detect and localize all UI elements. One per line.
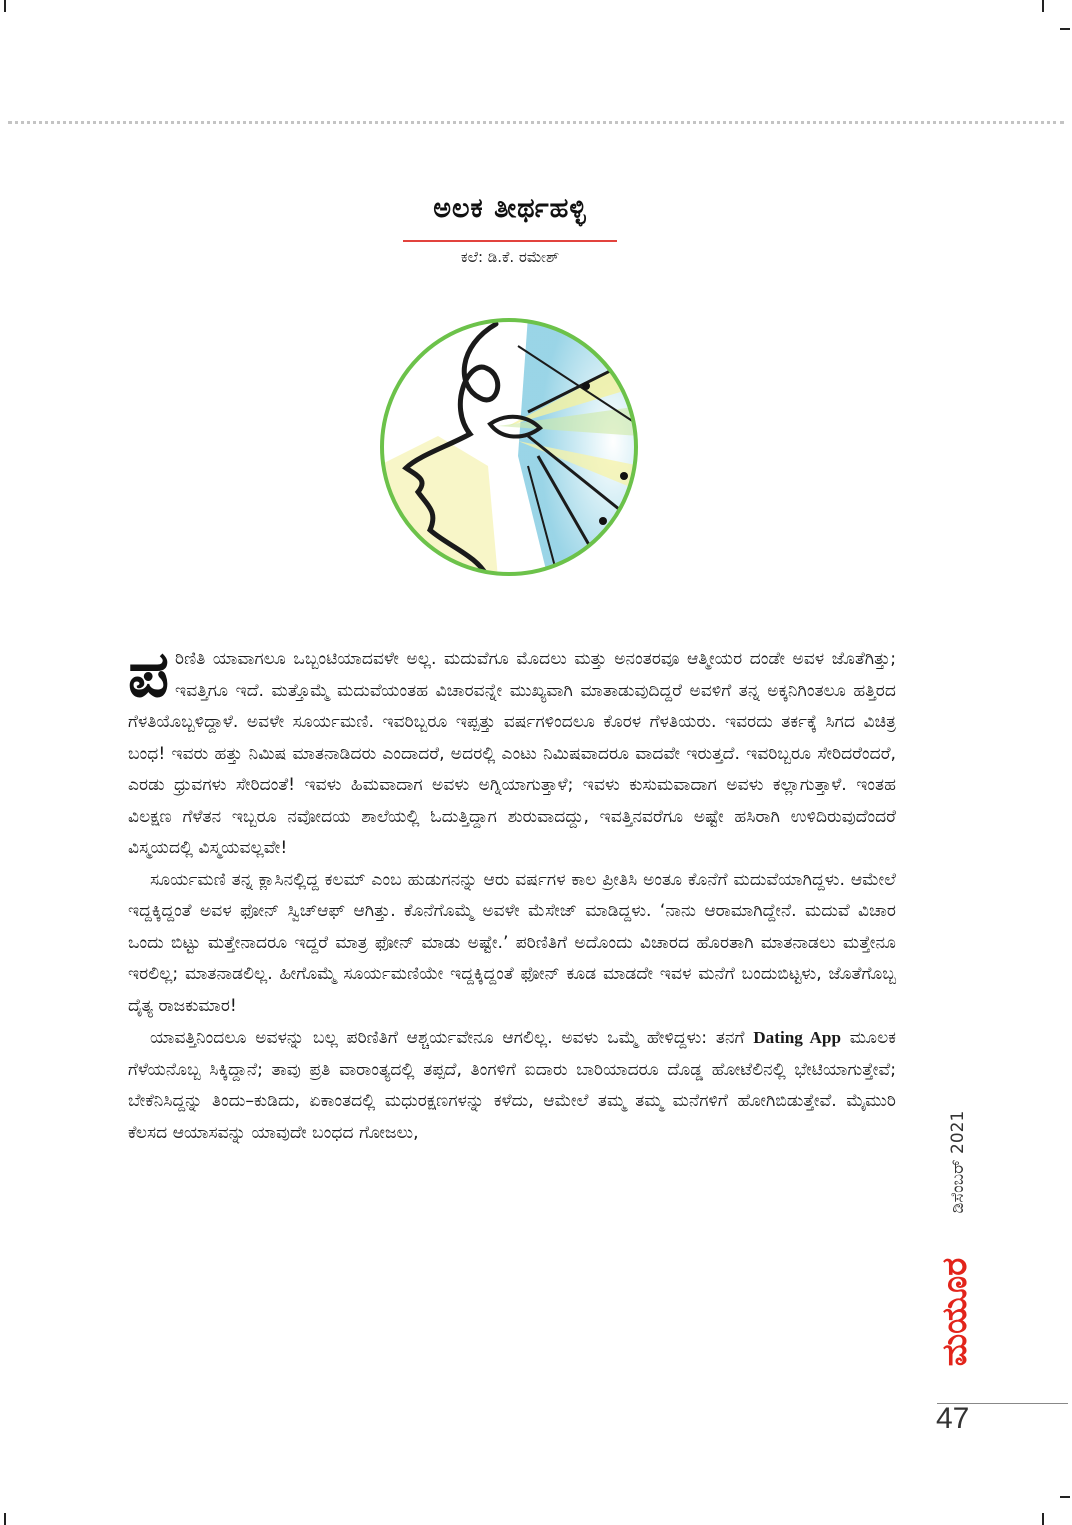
crop-mark-bottom-right [1042,1513,1044,1525]
crop-mark-right-lower [1060,1496,1070,1498]
author-underline [403,240,617,242]
crop-mark-bottom-left [4,1513,6,1525]
article-body [128,638,896,1149]
crop-mark-right-upper [1060,28,1070,30]
crop-mark-top-right [1042,0,1044,12]
magazine-logo: ಮಯೂರ [935,1257,975,1367]
dating-app-term: Dating App [753,1028,842,1047]
header-dotted-rule [8,121,1064,124]
crop-mark-top-left [4,0,6,12]
page-number: 47 [936,1402,970,1435]
paragraph-1-text: ರಿಣಿತಿ ಯಾವಾಗಲೂ ಒಬ್ಬಂಟಿಯಾದವಳೇ ಅಲ್ಲ. ಮದುವೆಗೂ ಮೊದಲು ಮತ್ತು ಅನಂತರವೂ ಆತ್ಮೀಯರ ದಂಡೇ ಅವಳ ಜೊತೆಗಿತ್ತು; ಇವತ್ತಿಗೂ ಇದೆ. ಮತ್ತೊಮ್ಮೆ ಮದುವೆಯಂತಹ ವಿಚಾರವನ್ನೇ ಮುಖ್ಯವಾಗಿ ಮಾತಾಡುವುದಿದ್ದರೆ ಅವಳಿಗೆ ತನ್ನ ಅಕ್ಕನಿಗಿಂತಲೂ ಹತ್ತಿರದ ಗೆಳತಿಯೊಬ್ಬಳಿದ್ದಾಳೆ. ಅವಳೇ ಸೂರ್ಯಮಣಿ. ಇವರಿಬ್ಬರೂ ಇಪ್ಪತ್ತು ವರ್ಷಗಳಿಂದಲೂ ಕೊರಳ ಗೆಳತಿಯರು. ಇವರದು ತರ್ಕಕ್ಕೆ ಸಿಗದ ವಿಚಿತ್ರ ಬಂಧ! ಇವರು ಹತ್ತು ನಿಮಿಷ ಮಾತನಾಡಿದರು ಎಂದಾದರೆ, ಅದರಲ್ಲಿ ಎಂಟು ನಿಮಿಷವಾದರೂ ವಾದವೇ ಇರುತ್ತದೆ. ಇವರಿಬ್ಬರೂ ಸೇರಿದರೆಂದರೆ, ಎರಡು ಧ್ರುವಗಳು ಸೇರಿದಂತೆ! ಇವಳು ಹಿಮವಾದಾಗ ಅವಳು ಅಗ್ನಿಯಾಗುತ್ತಾಳೆ; ಇವಳು ಕುಸುಮವಾದಾಗ ಅವಳು ಕಲ್ಲಾಗುತ್ತಾಳೆ. ಇಂತಹ ವಿಲಕ್ಷಣ ಗೆಳೆತನ ಇಬ್ಬರೂ ನವೋದಯ ಶಾಲೆಯಲ್ಲಿ ಓದುತ್ತಿದ್ದಾಗ ಶುರುವಾದದ್ದು, ಇವತ್ತಿನವರೆಗೂ ಅಷ್ಟೇ ಹಸಿರಾಗಿ ಉಳಿದಿರುವುದೆಂದರೆ ವಿಸ್ಮಯದಲ್ಲಿ ವಿಸ್ಮಯವಲ್ಲವೇ! [128,649,896,858]
issue-date: ಡಿಸೆಂಬರ್ 2021 [948,1110,968,1214]
author-name: ಅಲಕ ತೀರ್ಥಹಳ್ಳಿ [433,193,587,224]
drop-cap: ಪ [128,638,170,712]
paragraph-3-end: ಮೂಲಕ ಗೆಳೆಯನೊಬ್ಬ ಸಿಕ್ಕಿದ್ದಾನೆ; ತಾವು ಪ್ರತಿ ವಾರಾಂತ್ಯದಲ್ಲಿ ತಪ್ಪದೆ, ತಿಂಗಳಿಗೆ ಐದಾರು ಬಾರಿಯಾದರೂ ದೊಡ್ಡ ಹೋಟೆಲಿನಲ್ಲಿ ಭೇಟಿಯಾಗುತ್ತೇವೆ; ಬೇಕೆನಿಸಿದ್ದನ್ನು ತಿಂದು–ಕುಡಿದು, ಏಕಾಂತದಲ್ಲಿ ಮಧುರಕ್ಷಣಗಳನ್ನು ಕಳೆದು, ಆಮೇಲೆ ತಮ್ಮ ತಮ್ಮ ಮನೆಗಳಿಗೆ ಹೋಗಿಬಿಡುತ್ತೇವೆ. ಮೈಮುರಿ ಕೆಲಸದ ಆಯಾಸವನ್ನು ಯಾವುದೇ ಬಂಧದ ಗೋಜಲು, [128,1028,896,1143]
paragraph-2: ಸೂರ್ಯಮಣಿ ತನ್ನ ಕ್ಲಾಸಿನಲ್ಲಿದ್ದ ಕಲಮ್ ಎಂಬ ಹುಡುಗನನ್ನು ಆರು ವರ್ಷಗಳ ಕಾಲ ಪ್ರೀತಿಸಿ ಅಂತೂ ಕೊನೆಗೆ ಮದುವೆಯಾಗಿದ್ದಳು. ಆಮೇಲೆ ಇದ್ದಕ್ಕಿದ್ದಂತೆ ಅವಳ ಫೋನ್ ಸ್ವಿಚ್‌ಆಫ್ ಆಗಿತ್ತು. ಕೊನೆಗೊಮ್ಮೆ ಅವಳೇ ಮೆಸೇಜ್ ಮಾಡಿದ್ದಳು. ‘ನಾನು ಆರಾಮಾಗಿದ್ದೇನೆ. ಮದುವೆ ವಿಚಾರ ಒಂದು ಬಿಟ್ಟು ಮತ್ತೇನಾದರೂ ಇದ್ದರೆ ಮಾತ್ರ ಫೋನ್ ಮಾಡು ಅಷ್ಟೇ.’ ಪರಿಣಿತಿಗೆ ಅದೊಂದು ವಿಚಾರದ ಹೊರತಾಗಿ ಮಾತನಾಡಲು ಮತ್ತೇನೂ ಇರಲಿಲ್ಲ; ಮಾತನಾಡಲಿಲ್ಲ. ಹೀಗೊಮ್ಮೆ ಸೂರ್ಯಮಣಿಯೇ ಇದ್ದಕ್ಕಿದ್ದಂತೆ ಫೋನ್ ಕೂಡ ಮಾಡದೇ ಇವಳ ಮನೆಗೆ ಬಂದುಬಿಟ್ಟಳು, ಜೊತೆಗೊಬ್ಬ ದೈತ್ಯ ರಾಜಕುಮಾರ! [128,869,896,1016]
paragraph-1 [128,638,896,865]
circular-face-illustration [378,316,640,578]
paragraph-3-start: ಯಾವತ್ತಿನಿಂದಲೂ ಅವಳನ್ನು ಬಲ್ಲ ಪರಿಣಿತಿಗೆ ಆಶ್ಚರ್ಯವೇನೂ ಆಗಲಿಲ್ಲ. ಅವಳು ಒಮ್ಮೆ ಹೇಳಿದ್ದಳು: ತನಗೆ [150,1028,754,1048]
art-credit: ಕಲೆ: ಡಿ.ಕೆ. ರಮೇಶ್ [460,248,560,266]
paragraph-3 [128,1022,896,1149]
